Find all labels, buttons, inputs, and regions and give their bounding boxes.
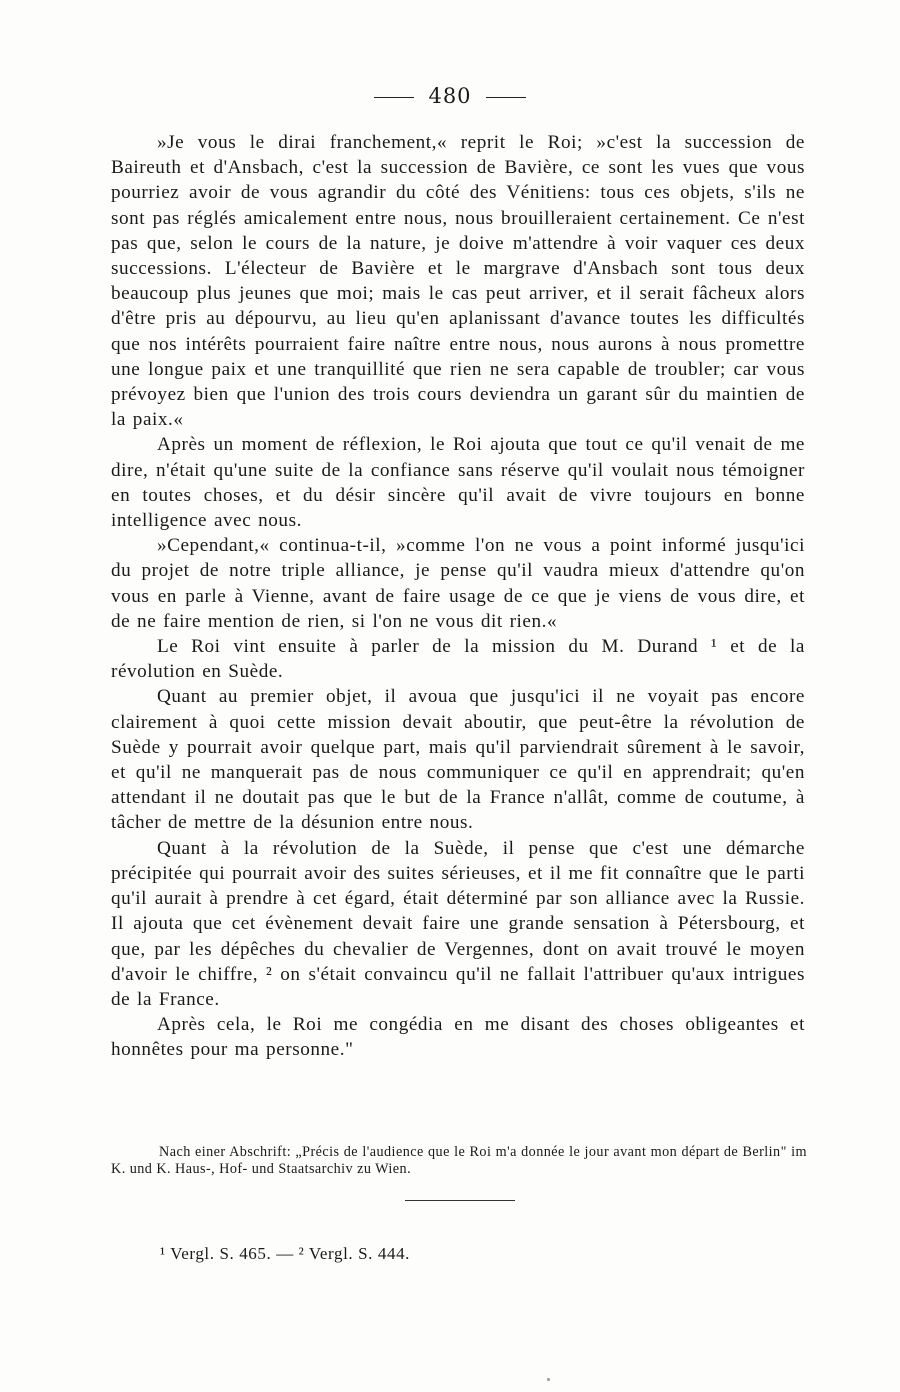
header-dash-left	[374, 97, 414, 98]
paragraph-4: Le Roi vint ensuite à parler de la mission du M. Durand ¹ et de la révolution en Suède.	[111, 636, 805, 683]
header-dash-right	[486, 97, 526, 98]
page-header	[0, 84, 900, 108]
page-number: 480	[428, 84, 472, 108]
paper-speck	[547, 1378, 550, 1381]
paragraph-7: Après cela, le Roi me congédia en me disant des choses obligeantes et honnêtes pour ma personne."	[111, 1014, 805, 1061]
paragraph-5: Quant au premier objet, il avoua que jusqu'ici il ne voyait pas encore clairement à quoi cette mission devait aboutir, que peut-être la révolution de Suède y pourrait avoir quelque part, mais qu'il parviendrait sûrement à le savoir, et qu'il ne manquerait pas de nous communiquer ce qu'il en apprendrait; qu'en attendant il ne doutait pas que le but de la France n'allât, comme de coutume, à tâcher de mettre de la désunion entre nous.	[111, 686, 805, 834]
paragraph-3: »Cependant,« continua-t-il, »comme l'on ne vous a point informé jusqu'ici du projet de notre triple alliance, je pense qu'il vaudra mieux d'attendre qu'on vous en parle à Vienne, avant de faire usage de ce que je viens de vous dire, et de ne faire mention de rien, si l'on ne vous dit rien.«	[111, 535, 805, 632]
source-note: Nach einer Abschrift: „Précis de l'audience que le Roi m'a donnée le jour avant mon départ de Berlin" im K. und K. Haus-, Hof- und Staatsarchiv zu Wien.	[111, 1144, 807, 1177]
paragraph-6: Quant à la révolution de la Suède, il pense que c'est une démarche précipitée qui pourrait avoir des suites sérieuses, et il me fit connaître que le parti qu'il aurait à prendre à cet égard, était déterminé par son alliance avec la Russie. Il ajouta que cet évènement devait faire une grande sensation à Pétersbourg, et que, par les dépêches du chevalier de Vergennes, dont on avait trouvé le moyen d'avoir le chiffre, ² on s'était convaincu qu'il ne fallait l'attribuer qu'aux intrigues de la France.	[111, 837, 805, 1010]
main-text	[111, 130, 805, 1063]
paragraph-1: »Je vous le dirai franchement,« reprit le Roi; »c'est la succession de Baireuth et d'Ansbach, c'est la succession de Bavière, ce sont les vues que vous pourriez avoir de vous agrandir du côté des Vénitiens: tous ces objets, s'ils ne sont pas réglés amicalement entre nous, nous brouilleraient certainement. Ce n'est pas que, selon le cours de la nature, je doive m'attendre à voir vaquer ces deux successions. L'électeur de Bavière et le margrave d'Ansbach sont tous deux beaucoup plus jeunes que moi; mais le cas peut arriver, et il serait fâcheux alors d'être pris au dépourvu, au lieu qu'en aplanissant d'avance toutes les difficultés que nos intérêts pourraient faire naître entre nous, nous aurons à nous promettre une longue paix et une tranquillité que rien ne sera capable de troubler; car vous prévoyez bien que l'union des trois cours deviendra un garant sûr du maintien de la paix.«	[111, 132, 805, 431]
footnote-separator	[405, 1200, 515, 1201]
paragraph-2: Après un moment de réflexion, le Roi ajouta que tout ce qu'il venait de me dire, n'était qu'une suite de la confiance sans réserve qu'il voulait nous témoigner en toutes choses, et du désir sincère qu'il avait de vivre toujours en bonne intelligence avec nous.	[111, 434, 805, 532]
footnotes: ¹ Vergl. S. 465. — ² Vergl. S. 444.	[160, 1244, 411, 1263]
source-note-block	[111, 1144, 807, 1178]
